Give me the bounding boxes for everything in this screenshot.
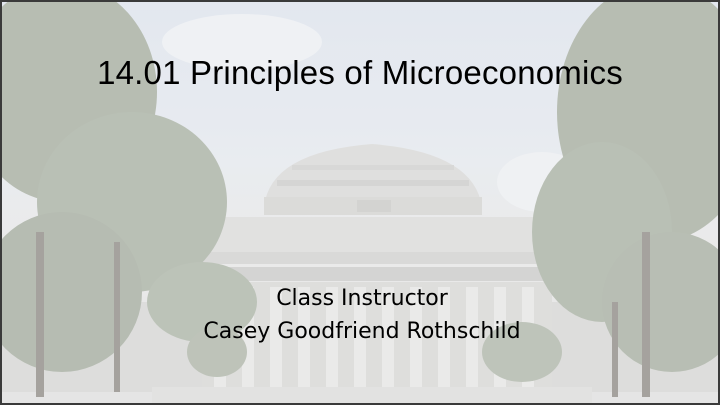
instructor-name: Casey Goodfriend Rothschild: [203, 319, 521, 344]
instructor-role: Class Instructor: [276, 286, 448, 311]
slide-title: 14.01 Principles of Microeconomics: [97, 54, 623, 91]
slide-canvas: [2, 2, 718, 403]
